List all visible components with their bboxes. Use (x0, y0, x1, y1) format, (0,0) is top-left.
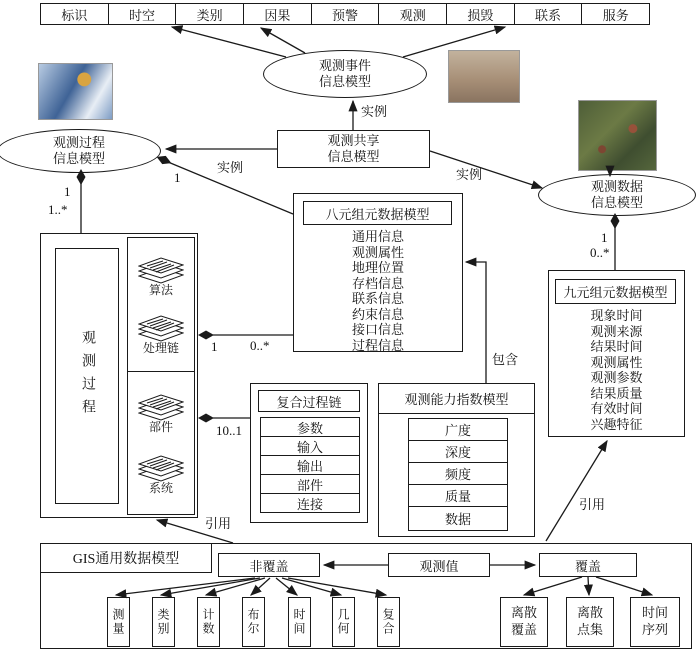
coverage-box: 覆盖 (539, 553, 637, 577)
nonet-item: 现象时间 (590, 308, 643, 323)
nonet-item: 观测来源 (590, 323, 643, 339)
edge-label-one-process: 1 (64, 184, 71, 199)
attribute-cell: 联系 (515, 4, 583, 24)
edge-share-to-data (430, 151, 542, 188)
nonet-item: 兴趣特征 (590, 416, 643, 432)
gis-child-box (377, 597, 400, 647)
observation-value-box: 观测值 (388, 553, 490, 577)
edge-label-instance-left: 实例 (217, 160, 244, 175)
event-model-ellipse (263, 50, 427, 98)
share-model-label-2: 信息模型 (327, 149, 380, 164)
edge-label-one-octet: 1 (211, 339, 218, 354)
nonet-item: 有效时间 (590, 401, 643, 416)
gis-child-label: 离散点集 (576, 605, 603, 637)
edge-gis-ref-nonet (546, 441, 607, 541)
observation-process-label-box (55, 248, 119, 504)
octet-item: 观测属性 (351, 244, 404, 260)
attribute-cell: 预警 (312, 4, 380, 24)
edge-event-to-row-left (172, 27, 286, 57)
gis-child-label: 测量 (111, 608, 125, 636)
data-model-ellipse (538, 174, 696, 216)
edge-label-ten-one: 10..1 (216, 423, 242, 438)
nonet-item: 结果质量 (590, 385, 643, 401)
gis-child-label: 时间序列 (641, 605, 668, 637)
event-model-label-2: 信息模型 (318, 74, 371, 89)
aerial-photo (578, 100, 657, 171)
composite-item: 部件 (261, 475, 359, 494)
edge-label-reference-left: 引用 (205, 516, 232, 531)
process-model-label-2: 信息模型 (52, 151, 105, 166)
gis-child-box (107, 597, 130, 647)
gis-child-box (630, 597, 680, 647)
stack-group (138, 254, 184, 297)
octet-item: 过程信息 (351, 337, 404, 353)
gis-child-label: 布尔 (246, 608, 260, 636)
gis-child-box (332, 597, 355, 647)
gis-child-label: 离散覆盖 (510, 605, 537, 637)
edge-event-to-row-mid (261, 28, 305, 53)
edge-label-zero-many-nonet: 0..* (590, 245, 610, 260)
gis-child-box (197, 597, 220, 647)
gis-child-box (242, 597, 265, 647)
gis-model-title-box: GIS通用数据模型 (40, 543, 212, 573)
document-stack-icon (138, 452, 184, 482)
capability-model-title: 观测能力指数模型 (379, 384, 534, 414)
composite-chain-title: 复合过程链 (258, 390, 360, 412)
attribute-row (40, 3, 650, 25)
satellite-photo (38, 63, 113, 120)
process-model-ellipse (0, 129, 161, 173)
non-coverage-box: 非覆盖 (218, 553, 320, 577)
edge-label-one-many-process: 1..* (48, 202, 68, 217)
gis-child-box (288, 597, 311, 647)
gis-child-label: 复合 (381, 608, 395, 636)
nonet-item: 结果时间 (590, 339, 643, 354)
capability-model-rows (408, 418, 508, 531)
share-model-label-1: 观测共享 (327, 132, 380, 148)
octet-item: 地理位置 (351, 260, 404, 275)
share-model-box (277, 130, 430, 168)
attribute-cell: 服务 (602, 7, 629, 23)
octet-item: 存档信息 (351, 275, 404, 291)
edge-label-reference-right: 引用 (579, 497, 606, 512)
nonet-item: 观测参数 (590, 370, 643, 385)
document-stack-icon (138, 391, 184, 421)
octet-model-items (294, 229, 462, 353)
edge-label-instance-right: 实例 (456, 167, 483, 182)
composite-item: 连接 (296, 496, 323, 512)
composite-item: 参数 (261, 418, 359, 437)
composite-item: 输出 (261, 456, 359, 475)
gis-child-label: 类别 (156, 608, 170, 636)
aggregation-diamond (198, 414, 214, 423)
attribute-cell: 标识 (41, 4, 109, 24)
attribute-cell: 类别 (176, 4, 244, 24)
gis-child-box (152, 597, 175, 647)
capability-item: 数据 (444, 512, 471, 527)
gis-child-label: 几何 (336, 608, 350, 636)
capability-item: 深度 (409, 441, 507, 463)
octet-item: 通用信息 (351, 229, 404, 244)
octet-model-box (293, 193, 463, 352)
stack-label: 系统 (148, 481, 173, 496)
gis-child-box (500, 597, 548, 647)
gis-child-label: 计数 (201, 608, 215, 636)
attribute-cell: 观测 (379, 4, 447, 24)
process-stack-column (127, 237, 195, 515)
stack-group (138, 452, 184, 495)
octet-item: 约束信息 (351, 306, 404, 322)
gis-child-box (566, 597, 614, 647)
composite-item: 输入 (261, 437, 359, 456)
octet-model-title: 八元组元数据模型 (303, 201, 452, 225)
stack-label: 处理链 (142, 341, 179, 356)
process-stack-cell-bottom (128, 372, 194, 514)
attribute-cell: 时空 (109, 4, 177, 24)
nonet-model-box (548, 270, 685, 437)
edge-label-contains: 包含 (492, 352, 519, 367)
edge-label-instance-top: 实例 (361, 104, 388, 119)
nonet-model-title: 九元组元数据模型 (555, 279, 676, 304)
edge-capability-contains-octet (466, 262, 486, 383)
data-model-label-1: 观测数据 (590, 178, 643, 194)
attribute-cell: 因果 (244, 4, 312, 24)
stack-group (138, 391, 184, 434)
attribute-cell: 损毁 (447, 4, 515, 24)
document-stack-icon (138, 254, 184, 284)
edge-label-one-data: 1 (601, 230, 608, 245)
capability-item: 质量 (409, 485, 507, 507)
octet-item: 联系信息 (351, 291, 404, 306)
capability-item: 频度 (409, 463, 507, 485)
data-model-label-2: 信息模型 (590, 195, 643, 210)
stack-label: 算法 (148, 282, 173, 297)
document-stack-icon (138, 312, 184, 342)
coastal-photo (448, 50, 520, 103)
capability-model-box (378, 383, 535, 537)
stack-group (138, 312, 184, 355)
observation-process-label: 观测过程 (80, 330, 95, 422)
composite-chain-box (250, 383, 368, 523)
nonet-model-items (549, 308, 684, 432)
capability-item: 广度 (409, 419, 507, 441)
composite-chain-rows (260, 417, 360, 513)
process-model-label-1: 观测过程 (52, 134, 105, 150)
stack-label: 部件 (148, 419, 173, 434)
edge-label-zero-many-octet: 0..* (250, 338, 270, 353)
gis-child-label: 时间 (292, 608, 306, 636)
nonet-item: 观测属性 (590, 354, 643, 370)
process-stack-cell-top (128, 238, 194, 372)
edge-label-one-instance-left: 1 (174, 170, 181, 185)
event-model-label-1: 观测事件 (318, 57, 371, 73)
octet-item: 接口信息 (351, 322, 404, 337)
